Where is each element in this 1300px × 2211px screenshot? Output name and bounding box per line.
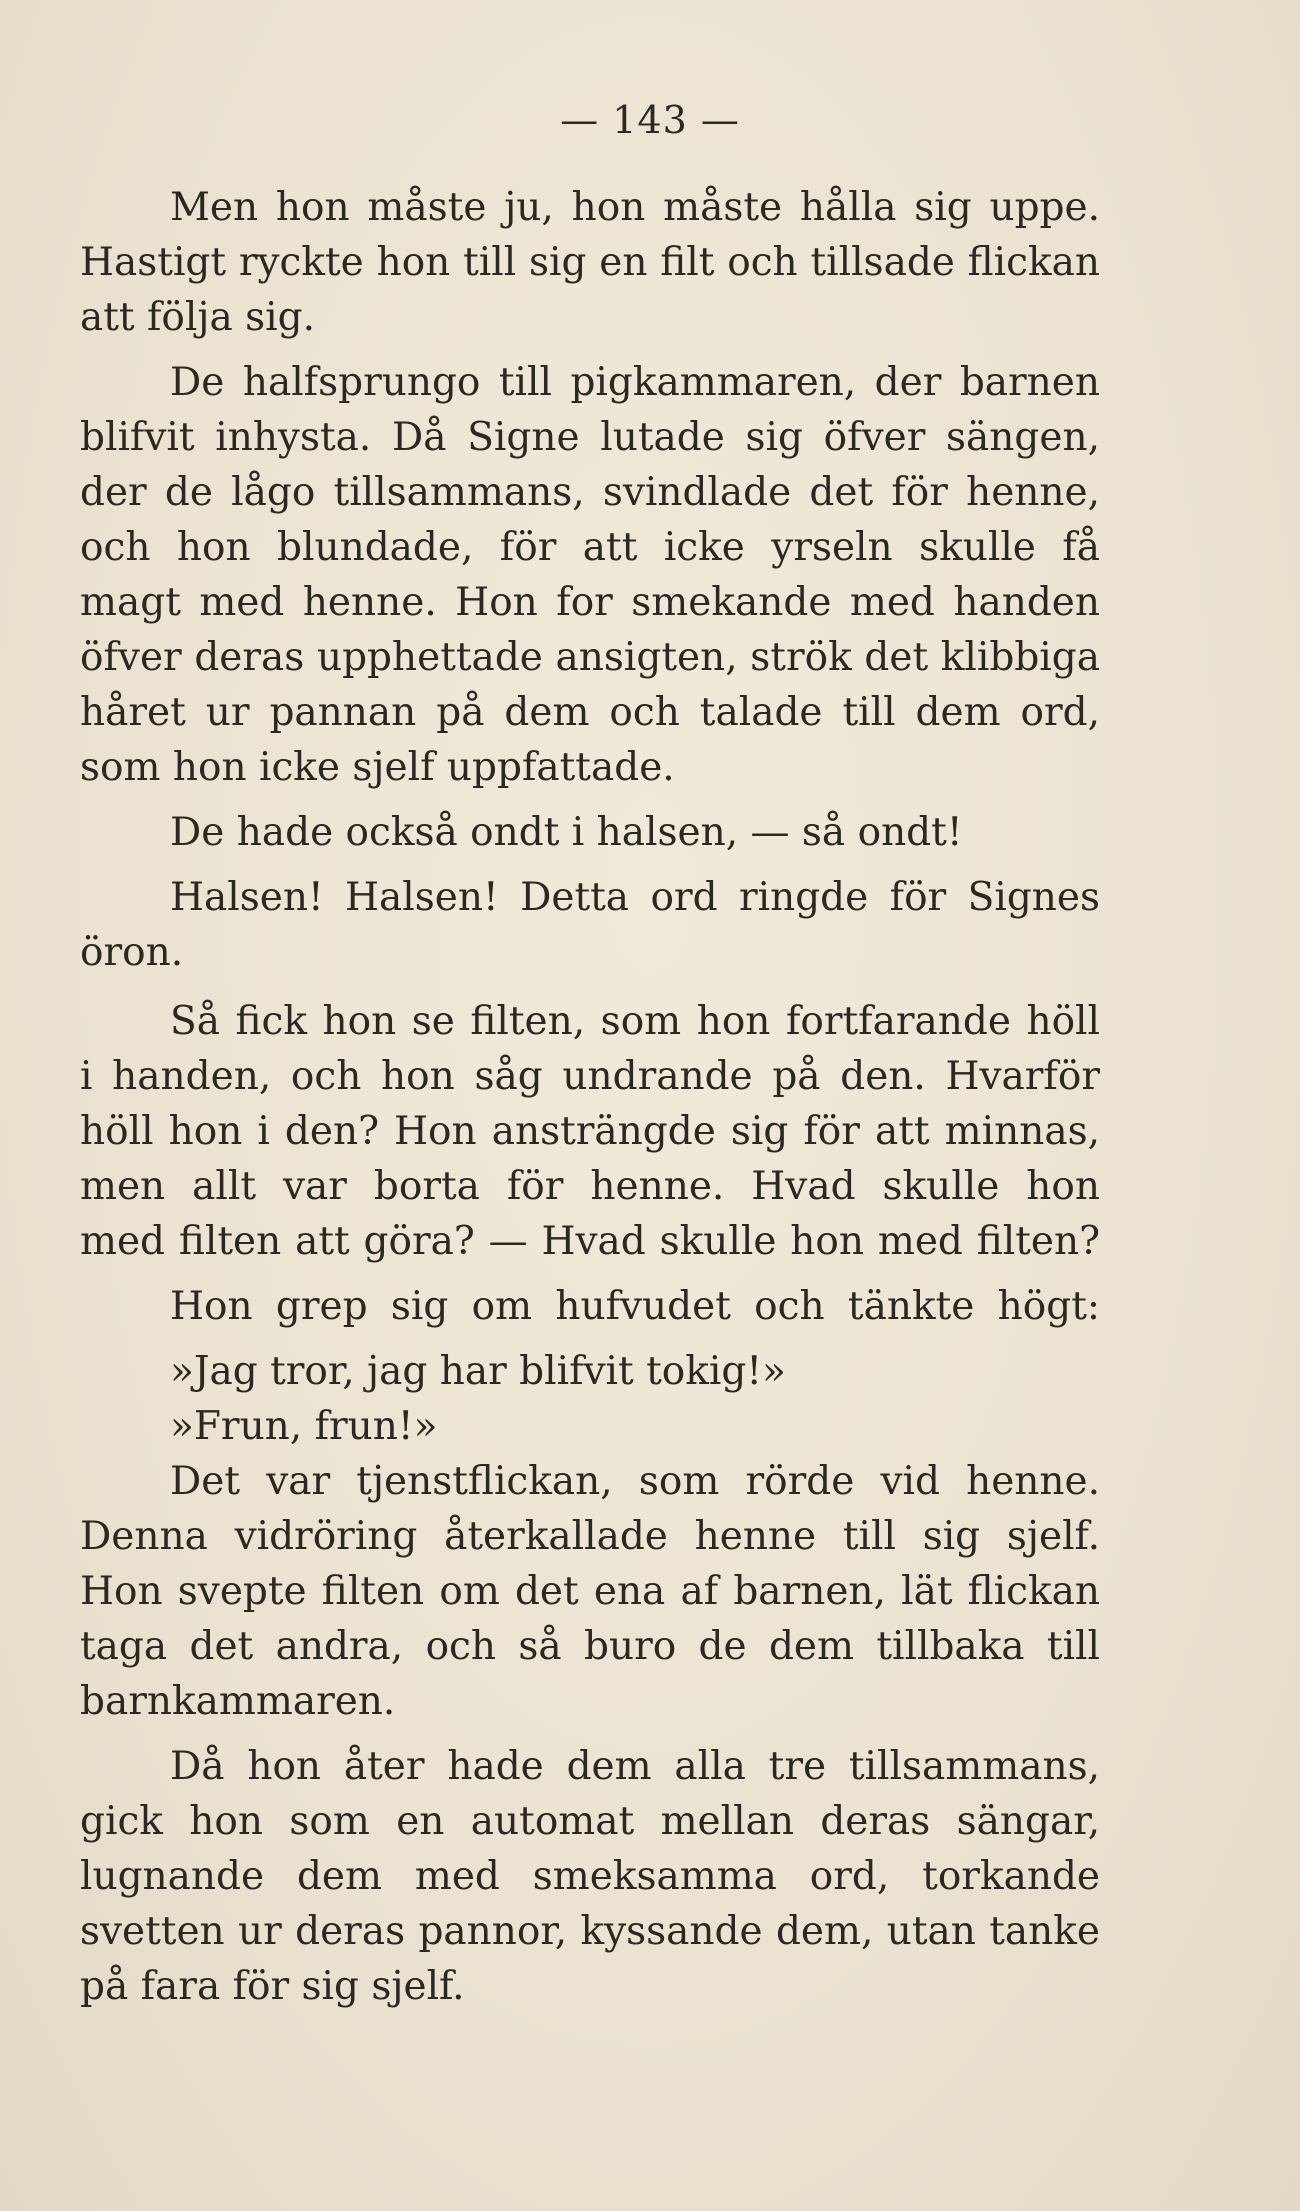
text-line: magt med henne. Hon for smekande med handen (80, 580, 1100, 625)
text-line: Då hon åter hade dem alla tre tillsammans, (170, 1744, 1100, 1789)
text-line: öfver deras upphettade ansigten, strök det klibbiga (80, 635, 1100, 680)
text-line: att följa sig. (80, 295, 315, 340)
text-line: Hon grep sig om hufvudet och tänkte högt: (170, 1284, 1100, 1329)
text-line: gick hon som en automat mellan deras sängar, (80, 1799, 1100, 1844)
text-line: i handen, och hon såg undrande på den. Hvarför (80, 1054, 1100, 1099)
text-line: öron. (80, 930, 184, 975)
text-line: Det var tjenstflickan, som rörde vid henne. (170, 1459, 1100, 1504)
page-number: — 143 — (560, 98, 740, 142)
text-line: Men hon måste ju, hon måste hålla sig uppe. (170, 185, 1100, 230)
text-line: De halfsprungo till pigkammaren, der barnen (170, 360, 1100, 405)
text-line: håret ur pannan på dem och talade till dem ord, (80, 690, 1100, 735)
text-line: »Frun, frun!» (170, 1404, 438, 1449)
text-line: »Jag tror, jag har blifvit tokig!» (170, 1349, 786, 1394)
text-line: Så fick hon se filten, som hon fortfarande höll (170, 999, 1100, 1044)
text-line: De hade också ondt i halsen, — så ondt! (170, 810, 963, 855)
text-line: der de lågo tillsammans, svindlade det för henne, (80, 470, 1100, 515)
body-text (80, 180, 1100, 2014)
text-line: barnkammaren. (80, 1679, 396, 1724)
text-line: Denna vidröring återkallade henne till sig sjelf. (80, 1514, 1100, 1559)
text-line: blifvit inhysta. Då Signe lutade sig öfver sängen, (80, 415, 1100, 460)
text-line: Halsen! Halsen! Detta ord ringde för Signes (170, 875, 1100, 920)
text-line: men allt var borta för henne. Hvad skulle hon (80, 1164, 1100, 1209)
text-line: höll hon i den? Hon ansträngde sig för att minnas, (80, 1109, 1100, 1154)
text-line: Hon svepte filten om det ena af barnen, lät flickan (80, 1569, 1100, 1614)
text-line: lugnande dem med smeksamma ord, torkande (80, 1854, 1100, 1899)
text-line: på fara för sig sjelf. (80, 1964, 465, 2009)
text-line: Hastigt ryckte hon till sig en filt och tillsade flickan (80, 240, 1100, 285)
text-line: svetten ur deras pannor, kyssande dem, utan tanke (80, 1909, 1100, 1954)
text-line: som hon icke sjelf uppfattade. (80, 745, 675, 790)
text-line: med filten att göra? — Hvad skulle hon med filten? (80, 1219, 1100, 1264)
text-line: och hon blundade, för att icke yrseln skulle få (80, 525, 1100, 570)
text-line: taga det andra, och så buro de dem tillbaka till (80, 1624, 1100, 1669)
